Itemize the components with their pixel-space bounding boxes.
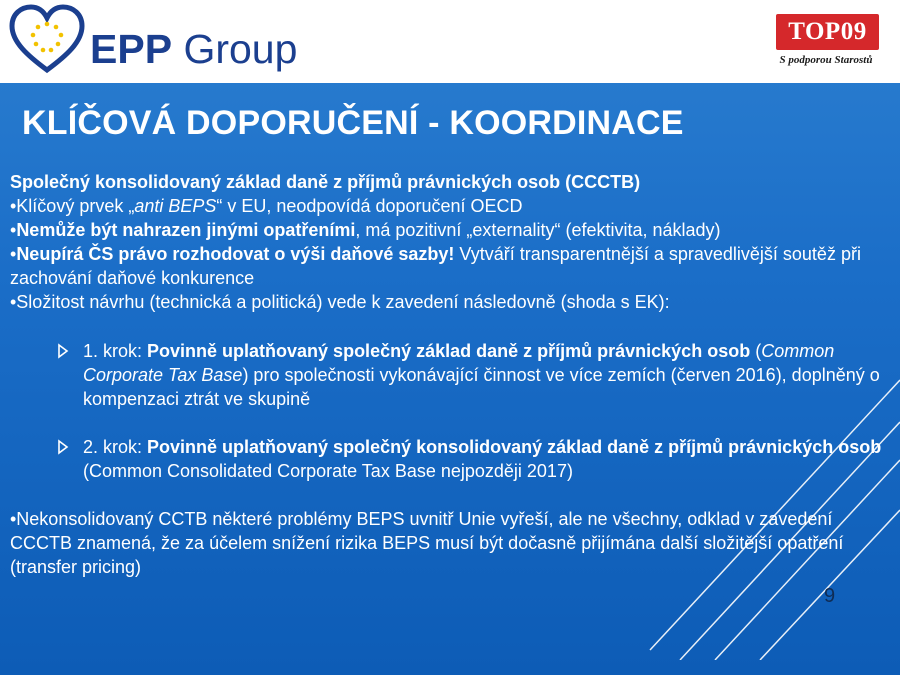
bullet-tax-rate: •Neupírá ČS právo rozhodovat o výši daňové sazby! Vytváří transparentnější a spravedlivější soutěž při zachování daňové konkurence bbox=[10, 244, 861, 288]
slide-title: KLÍČOVÁ DOPORUČENÍ - KOORDINACE bbox=[22, 104, 684, 142]
top09-tagline: S podporou Starostů bbox=[779, 54, 873, 66]
epp-heart-stars-icon bbox=[8, 4, 86, 76]
bullet-complexity: •Složitost návrhu (technická a politická) vede k zavedení následovně (shoda s EK): bbox=[10, 292, 670, 312]
bullet-anti-beps: •Klíčový prvek „anti BEPS“ v EU, neodpovídá doporučení OECD bbox=[10, 196, 523, 216]
bullet-non-consolidated: •Nekonsolidovaný CCTB některé problémy BEPS uvnitř Unie vyřeší, ale ne všechny, odklad v zavedení CCCTB znamená, že za účelem snížení rizika BEPS musí být dočasně přijímána další složitější opatření (transfer pricing) bbox=[10, 509, 844, 577]
arrow-bullet-icon bbox=[56, 339, 70, 363]
sub-bullet-step-1: 1. krok: Povinně uplatňovaný společný základ daně z příjmů právnických osob (Common Corporate Tax Base) pro společnosti vykonávající činnost ve více zemích (červen 2016), doplněný o kompenzaci ztrát ve skupině bbox=[10, 339, 890, 411]
header-bar bbox=[0, 0, 900, 83]
epp-group-logo bbox=[8, 4, 298, 80]
top09-logo-text: TOP09 bbox=[776, 14, 879, 50]
epp-logo-text: EPP Group bbox=[90, 26, 298, 72]
page-number: 9 bbox=[824, 585, 836, 607]
arrow-bullet-icon bbox=[56, 435, 70, 459]
sub-bullet-step-2: 2. krok: Povinně uplatňovaný společný konsolidovaný základ daně z příjmů právnických osob (Common Consolidated Corporate Tax Base nejpozději 2017) bbox=[10, 435, 890, 483]
slide-content bbox=[10, 170, 890, 579]
bullet-cannot-replace: •Nemůže být nahrazen jinými opatřeními, má pozitivní „externality“ (efektivita, náklady) bbox=[10, 220, 721, 240]
content-heading: Společný konsolidovaný základ daně z příjmů právnických osob (CCCTB) bbox=[10, 172, 641, 192]
top09-logo bbox=[768, 14, 884, 72]
